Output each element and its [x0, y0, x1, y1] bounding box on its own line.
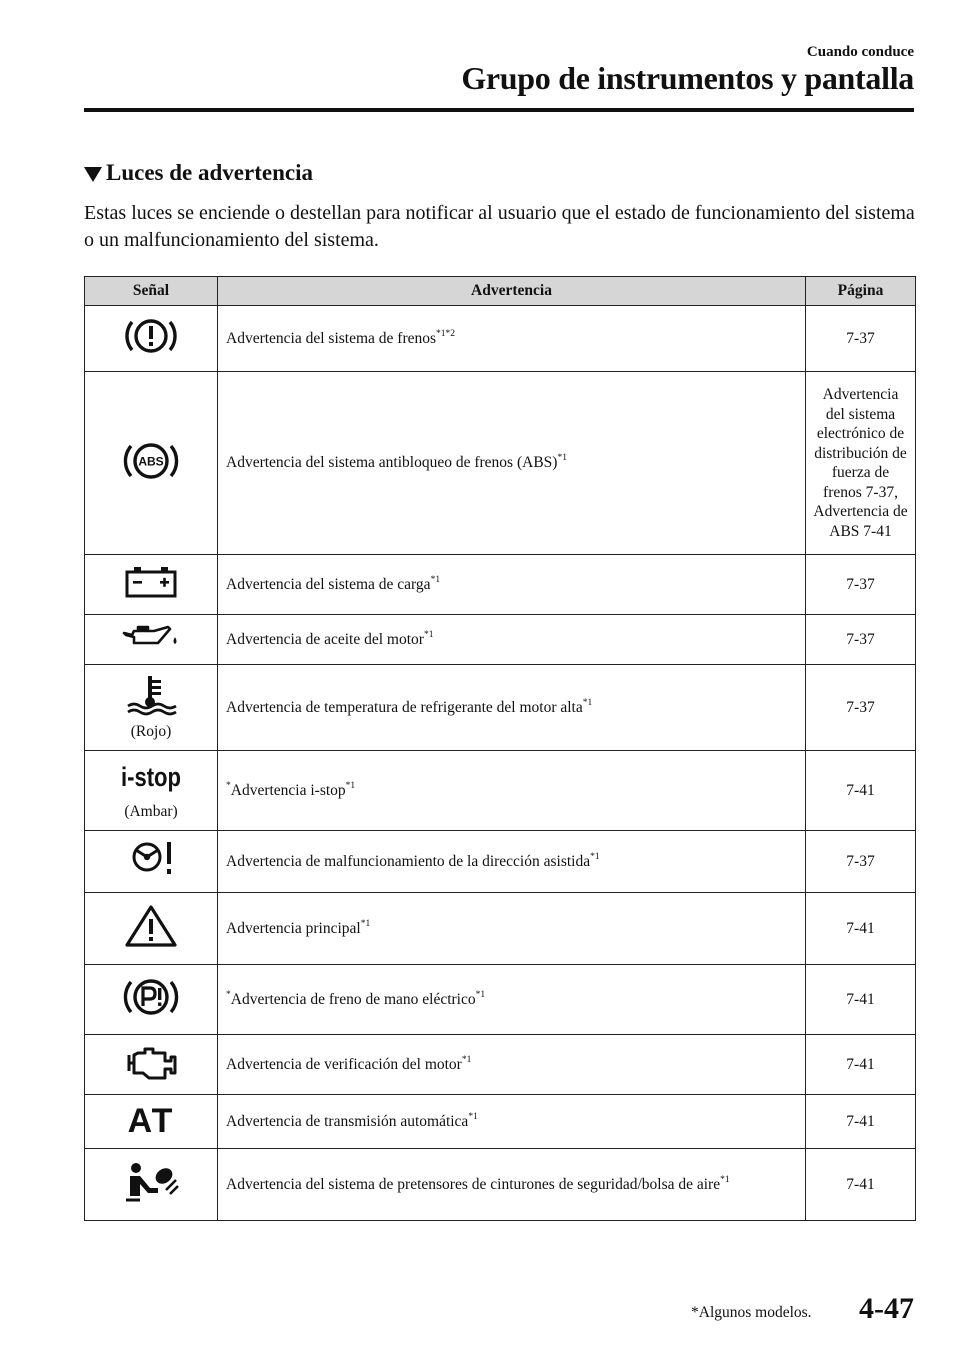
warning-cell	[218, 1035, 806, 1095]
brake-warning-icon	[123, 315, 179, 362]
warning-text: Advertencia de malfuncionamiento de la dirección asistida	[226, 852, 591, 870]
warning-cell	[218, 665, 806, 751]
check-engine-icon	[121, 1043, 181, 1086]
signal-cell	[85, 306, 218, 372]
table-row	[85, 1095, 916, 1149]
i-stop-glyph: i-stop	[121, 762, 181, 792]
intro-paragraph: Estas luces se enciende o destellan para notificar al usuario que el estado de funcionamiento del sistema o un malfuncionamiento del sistema.	[84, 202, 915, 251]
table-row	[85, 965, 916, 1035]
warning-lights-table	[84, 276, 916, 1221]
section-heading	[84, 160, 313, 186]
warning-cell	[218, 751, 806, 831]
warning-prefix: *	[226, 989, 231, 1000]
page-cell: 7-37	[806, 831, 916, 893]
table-row	[85, 665, 916, 751]
warning-prefix: *	[226, 780, 231, 791]
page-cell: 7-41	[806, 1149, 916, 1221]
signal-cell	[85, 1095, 218, 1149]
signal-cell	[85, 1035, 218, 1095]
section-name: Cuando conduce	[806, 44, 914, 60]
section-heading-text: Luces de advertencia	[106, 160, 313, 185]
abs-warning-icon	[121, 438, 181, 489]
warning-text: Advertencia de verificación del motor	[226, 1055, 462, 1073]
coolant-temp-icon	[124, 674, 178, 721]
oil-can-icon	[120, 623, 182, 656]
warning-cell	[218, 831, 806, 893]
footnote-ref: *1	[345, 780, 356, 791]
footnote-ref: *1	[468, 1111, 478, 1122]
page-number: 4-47	[859, 1292, 914, 1325]
page-cell: 7-41	[806, 1095, 916, 1149]
warning-cell	[218, 372, 806, 555]
signal-cell	[85, 751, 218, 831]
signal-cell	[85, 372, 218, 555]
footnote-ref: *1	[430, 574, 441, 585]
page-cell: 7-37	[806, 555, 916, 615]
footnote-ref: *1	[582, 697, 593, 708]
warning-text: Advertencia del sistema de frenos	[226, 329, 437, 347]
table-row	[85, 831, 916, 893]
abs-glyph: ABS	[138, 454, 164, 468]
signal-cell	[85, 893, 218, 965]
header-divider	[84, 108, 914, 112]
battery-icon	[123, 564, 179, 605]
master-warning-icon	[123, 903, 179, 954]
footnote-ref: *1	[461, 1054, 472, 1065]
warning-text: Advertencia del sistema de carga	[226, 575, 431, 593]
footnote-ref: *1*2	[436, 328, 456, 339]
parking-brake-icon	[121, 974, 181, 1025]
warning-cell	[218, 893, 806, 965]
warning-cell	[218, 1149, 806, 1221]
signal-cell	[85, 965, 218, 1035]
table-row	[85, 372, 916, 555]
warning-cell	[218, 306, 806, 372]
page-cell: 7-41	[806, 751, 916, 831]
warning-cell	[218, 1095, 806, 1149]
column-header-page: Página	[806, 277, 916, 306]
footnote: *Algunos modelos.	[691, 1304, 812, 1321]
signal-cell	[85, 1149, 218, 1221]
page-cell: 7-37	[806, 306, 916, 372]
table-row	[85, 1035, 916, 1095]
warning-text: Advertencia del sistema antibloqueo de frenos (ABS)	[226, 454, 558, 471]
warning-text: Advertencia de aceite del motor	[226, 630, 424, 648]
i-stop-icon	[118, 760, 184, 801]
warning-text: Advertencia principal	[226, 919, 361, 937]
table-row	[85, 306, 916, 372]
footnote-ref: *1	[423, 629, 434, 640]
signal-cell	[85, 665, 218, 751]
icon-caption: (Ambar)	[124, 803, 178, 820]
signal-cell	[85, 555, 218, 615]
page-cell: 7-41	[806, 965, 916, 1035]
power-steering-icon	[123, 839, 179, 884]
table-row	[85, 555, 916, 615]
signal-cell	[85, 831, 218, 893]
icon-caption: (Rojo)	[130, 723, 172, 740]
column-header-signal: Señal	[85, 277, 218, 306]
warning-cell	[218, 555, 806, 615]
triangle-marker-icon	[84, 167, 102, 182]
table-row	[85, 615, 916, 665]
footnote-ref: *1	[720, 1174, 730, 1185]
airbag-icon	[122, 1160, 180, 1209]
page-cell: 7-37	[806, 615, 916, 665]
table-row	[85, 1149, 916, 1221]
warning-text: Advertencia i-stop	[230, 781, 346, 799]
footnote-ref: *1	[590, 851, 600, 862]
warning-text: Advertencia de freno de mano eléctrico	[230, 990, 476, 1008]
page-cell: 7-41	[806, 1035, 916, 1095]
warning-text: Advertencia de temperatura de refrigerante del motor alta	[226, 698, 583, 716]
warning-cell	[218, 615, 806, 665]
warning-text: Advertencia del sistema de pretensores de cinturones de seguridad/bolsa de aire	[226, 1175, 721, 1193]
column-header-warning: Advertencia	[218, 277, 806, 306]
page-cell: 7-37	[806, 665, 916, 751]
page-cell: Advertencia del sistema electrónico de distribución de fuerza de frenos 7-37, Advertencia de ABS 7-41	[806, 372, 916, 555]
at-icon: AT	[127, 1102, 175, 1140]
warning-cell	[218, 965, 806, 1035]
table-row	[85, 751, 916, 831]
footnote-ref: *1	[557, 453, 567, 463]
table-row	[85, 893, 916, 965]
page-title: Grupo de instrumentos y pantalla	[461, 60, 914, 96]
footnote-ref: *1	[475, 989, 486, 1000]
warning-text: Advertencia de transmisión automática	[226, 1112, 469, 1130]
signal-cell	[85, 615, 218, 665]
footnote-ref: *1	[360, 918, 371, 929]
page-cell: 7-41	[806, 893, 916, 965]
table-header-row	[85, 277, 916, 306]
